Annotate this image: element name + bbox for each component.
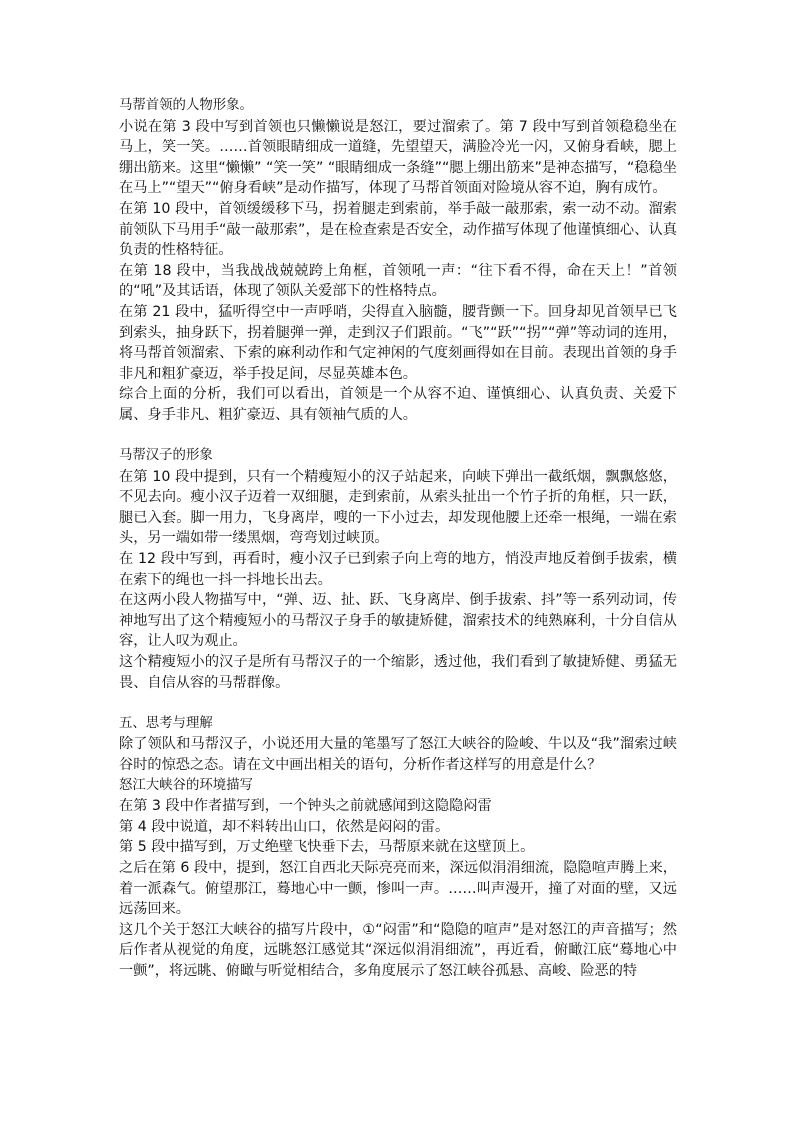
document-page [119, 96, 677, 982]
section-spacer [119, 426, 677, 447]
section-heading-men: 马帮汉子的形象 [119, 448, 213, 464]
paragraph: 这个精瘦短小的汉子是所有马帮汉子的一个缩影，透过他，我们看到了敏捷矫健、勇猛无畏、自信从容的马帮群像。 [119, 654, 677, 691]
section-heading-questions: 五、思考与理解 [119, 715, 213, 731]
paragraph: 在第 3 段中作者描写到，一个钟头之前就感闻到这隐隐闷雷 [119, 798, 492, 815]
paragraph: 第 5 段中描写到，万丈绝壁飞快垂下去，马帮原来就在这壁顶上。 [119, 839, 535, 856]
paragraph: 除了领队和马帮汉子，小说还用大量的笔墨写了怒江大峡谷的险峻、牛以及“我”溜索过峡谷时的惊恐之态。请在文中画出相关的语句，分析作者这样写的用意是什么？ [119, 736, 677, 773]
paragraph: 在第 10 段中提到，只有一个精瘦短小的汉子站起来，向峡下弹出一截纸烟，飘飘悠悠，不见去向。瘦小汉子迈着一双细腿，走到索前，从索头扯出一个竹子折的角框，只一跃，腿已入套。脚一用力，飞身离岸，嗖的一下小过去，却发现他腰上还牵一根绳，一端在索头，另一端如带一缕黑烟，弯弯划过峡顶。 [119, 468, 677, 547]
section-heading-leader: 马帮首领的人物形象。 [119, 98, 253, 113]
paragraph: 这几个关于怒江大峡谷的描写片段中，①“闷雷”和“隐隐的喧声”是对怒江的声音描写；然后作者从视觉的角度，远眺怒江感觉其“深远似涓涓细流”，再近看，俯瞰江底“蓦地心中一颤”，将远眺、俯瞰与听觉相结合，多角度展示了怒江峡谷孤悬、高峻、险恶的特 [119, 921, 677, 979]
section-heading-environment: 怒江大峡谷的环境描写 [119, 777, 253, 793]
section-spacer [119, 693, 677, 714]
paragraph: 在第 21 段中，猛听得空中一声呼哨，尖得直入脑髓，腰背颤一下。回身却见首领早已飞到索头，抽身跃下，拐着腿弹一弹，走到汉子们跟前。“飞”“跃”“拐”“弹”等动词的连用，将马帮首领溜索、下索的麻利动作和气定神闲的气度刻画得如在目前。表现出首领的身手非凡和粗犷豪迈，举手投足间，尽显英雄本色。 [119, 303, 677, 382]
paragraph: 在第 10 段中，首领缓缓移下马，拐着腿走到索前，举手敲一敲那索，索一动不动。溜索前领队下马用手“敲一敲那索”，是在检查索是否安全，动作描写体现了他谨慎细心、认真负责的性格特征。 [119, 200, 677, 259]
paragraph: 在 12 段中写到，再看时，瘦小汉子已到索子向上弯的地方，悄没声地反着倒手拔索，横在索下的绳也一抖一抖地长出去。 [119, 551, 677, 588]
paragraph: 之后在第 6 段中，提到，怒江自西北天际亮亮而来，深远似涓涓细流，隐隐喧声腾上来，着一派森气。俯望那江，蓦地心中一颤，惨叫一声。……叫声漫开，撞了对面的壁，又远远荡回来。 [119, 859, 677, 918]
paragraph: 综合上面的分析，我们可以看出，首领是一个从容不迫、谨慎细心、认真负责、关爱下属、身手非凡、粗犷豪迈、具有领袖气质的人。 [119, 386, 677, 423]
paragraph: 小说在第 3 段中写到首领也只懒懒说是怒江，要过溜索了。第 7 段中写到首领稳稳坐在马上，笑一笑。……首领眼睛细成一道缝，先望望天，满脸冷光一闪，又俯身看峡，腮上绷出筋来。这里“懒懒” “笑一笑” “眼睛细成一条缝”“腮上绷出筋来”是神态描写，“稳稳坐在马上”“望天”“俯身看峡”是动作描写，体现了马帮首领面对险境从容不迫，胸有成竹。 [119, 118, 677, 197]
paragraph: 第 4 段中说道，却不料转出山口，依然是闷闷的雷。 [119, 818, 450, 835]
paragraph: 在这两小段人物描写中，“弹、迈、扯、跃、飞身离岸、倒手拔索、抖”等一系列动词，传神地写出了这个精瘦短小的马帮汉子身手的敏捷矫健，溜索技术的纯熟麻利，十分自信从容，让人叹为观止。 [119, 592, 677, 650]
paragraph: 在第 18 段中，当我战战兢兢跨上角框，首领吼一声：“往下看不得，命在天上！”首领的“吼”及其话语，体现了领队关爱部下的性格特点。 [119, 262, 677, 300]
